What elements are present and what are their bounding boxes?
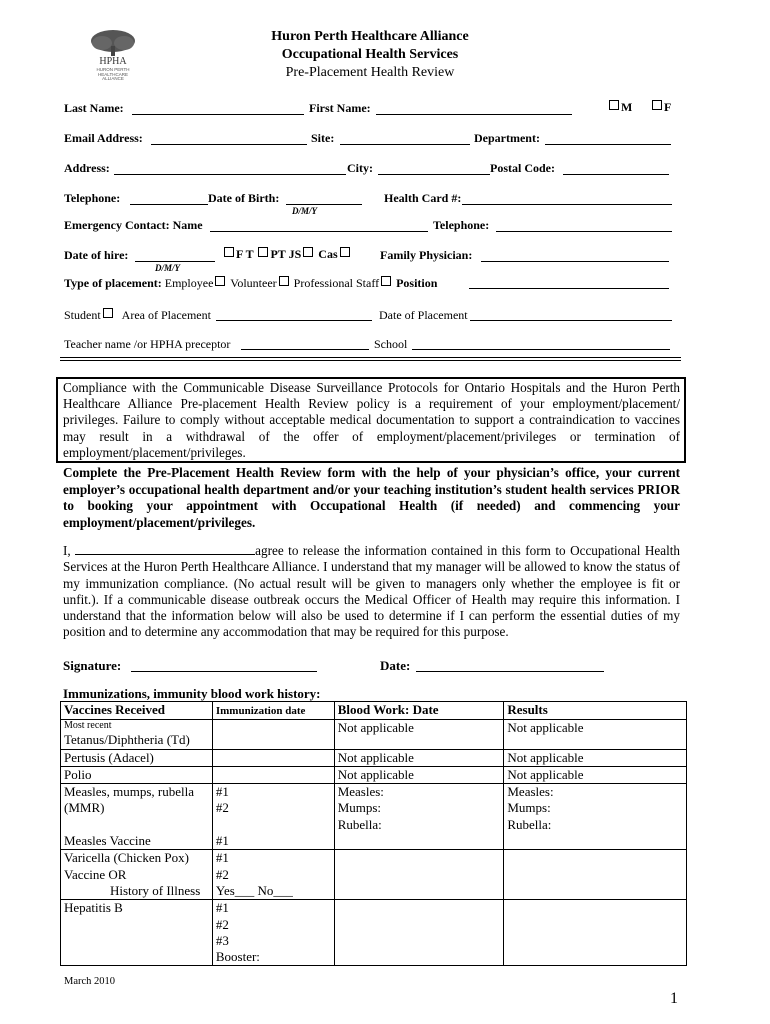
immunizations-table (60, 701, 687, 966)
consent-i: I, (63, 543, 71, 558)
polio-results-na: Not applicable (507, 766, 584, 782)
site-label: Site: (311, 131, 335, 145)
svg-text:HEALTHCARE: HEALTHCARE (98, 72, 128, 77)
pertusis-results-na: Not applicable (507, 749, 584, 765)
employee-label: Employee (164, 276, 214, 290)
family-physician-label: Family Physician: (380, 248, 473, 262)
postal-code-field[interactable] (563, 174, 669, 175)
female-label: F (664, 100, 672, 114)
mmr-dose-1: #1 (215, 784, 229, 800)
hepb-dose-2: #2 (215, 916, 229, 932)
results-mumps-label: Mumps: (507, 800, 551, 816)
type-of-placement-row (64, 276, 437, 291)
varicella-label-2: Vaccine OR (64, 866, 127, 882)
svg-text:HURON PERTH: HURON PERTH (96, 67, 130, 72)
email-field[interactable] (151, 144, 307, 145)
table-row (61, 766, 687, 783)
js-checkbox[interactable] (303, 247, 313, 257)
emergency-contact-field[interactable] (210, 231, 428, 232)
blood-rubella-label: Rubella: (337, 816, 382, 832)
signature-field[interactable] (131, 671, 317, 672)
results-header (504, 702, 687, 720)
blood-mumps-label: Mumps: (337, 800, 382, 816)
results-measles-label: Measles: (507, 784, 554, 800)
polio-results-cell (504, 766, 687, 783)
address-label: Address: (64, 161, 110, 175)
page-number: 1 (670, 990, 678, 1007)
immunizations-heading: Immunizations, immunity blood work history: (63, 686, 321, 701)
pt-label: PT (270, 247, 286, 261)
hepb-blood-cell[interactable] (334, 900, 504, 966)
signature-label: Signature: (63, 658, 122, 673)
col-imm-date-label: Immunization date (215, 705, 306, 717)
td-vaccine-cell (61, 720, 213, 749)
immunization-date-header (212, 702, 334, 720)
professional-staff-label: Professional Staff (293, 276, 380, 290)
hepb-dose-1: #1 (215, 900, 229, 916)
table-row (61, 749, 687, 766)
mmr-label-2: (MMR) (64, 800, 105, 816)
volunteer-label: Volunteer (230, 276, 277, 290)
female-checkbox[interactable] (652, 100, 662, 110)
student-label: Student (64, 308, 101, 322)
pertusis-cell (61, 749, 213, 766)
footer-date: March 2010 (64, 976, 116, 987)
area-of-placement-field[interactable] (216, 320, 372, 321)
mmr-date-cell[interactable] (212, 784, 334, 850)
mmr-results-cell[interactable] (504, 784, 687, 850)
table-row (61, 720, 687, 749)
mmr-cell (61, 784, 213, 850)
male-label: M (621, 100, 633, 114)
dob-field[interactable] (286, 204, 362, 205)
ft-checkbox[interactable] (224, 247, 234, 257)
blood-measles-label: Measles: (337, 784, 384, 800)
volunteer-checkbox[interactable] (279, 276, 289, 286)
mmr-label-1: Measles, mumps, rubella (64, 784, 194, 800)
consent-text (63, 543, 680, 641)
consent-body: agree to release the information contained in this form to Occupational Health Services at the Huron Perth Healthcare Alliance. I understand that my manager will be allowed to know the status of my immunization compliance. (No actual result will be given to managers only whether the employee is fit or unfit.). If a communicable disease outbreak occurs the Medical Officer of Health may require this information. I understand that the information below will also be used to determine if I can perform the essential duties of my position and to determine any accommodation that may be required for this purpose. (63, 543, 680, 640)
polio-date-cell[interactable] (212, 766, 334, 783)
varicella-date-cell[interactable] (212, 850, 334, 900)
first-name-field[interactable] (376, 114, 572, 115)
address-field[interactable] (114, 174, 346, 175)
dob-format: D/M/Y (292, 206, 318, 216)
varicella-dose-2: #2 (215, 866, 229, 882)
position-field[interactable] (469, 288, 669, 289)
student-row (64, 308, 211, 323)
measles-dose-1: #1 (215, 833, 229, 849)
date-of-placement-label: Date of Placement (379, 308, 468, 322)
professional-staff-checkbox[interactable] (381, 276, 391, 286)
employment-status-options (222, 247, 352, 262)
measles-vaccine-label: Measles Vaccine (64, 833, 151, 849)
family-physician-field[interactable] (481, 261, 669, 262)
postal-code-label: Postal Code: (490, 161, 555, 175)
td-label: Tetanus/Diphtheria (Td) (64, 732, 190, 748)
varicella-label-1: Varicella (Chicken Pox) (64, 850, 189, 866)
position-label: Position (396, 276, 438, 290)
mmr-dose-2: #2 (215, 800, 229, 816)
most-recent-label: Most recent (64, 720, 112, 732)
last-name-field[interactable] (132, 114, 304, 115)
ft-label: F T (236, 247, 254, 261)
school-field[interactable] (412, 349, 670, 350)
varicella-cell (61, 850, 213, 900)
polio-label: Polio (64, 766, 92, 782)
polio-blood-cell (334, 766, 504, 783)
type-of-placement-label: Type of placement: (64, 276, 162, 290)
teacher-name-label: Teacher name /or HPHA preceptor (64, 337, 231, 351)
date-of-hire-field[interactable] (135, 261, 215, 262)
td-blood-na: Not applicable (337, 720, 414, 736)
col-results-label: Results (507, 702, 548, 717)
hepb-booster: Booster: (215, 949, 260, 965)
consent-name-field[interactable] (75, 544, 255, 555)
site-field[interactable] (340, 144, 470, 145)
col-vaccines-label: Vaccines Received (64, 702, 165, 717)
date-of-placement-field[interactable] (470, 320, 672, 321)
polio-blood-na: Not applicable (337, 766, 414, 782)
hepb-label: Hepatitis B (64, 900, 123, 916)
cas-checkbox[interactable] (340, 247, 350, 257)
hepb-date-cell[interactable] (212, 900, 334, 966)
results-rubella-label: Rubella: (507, 816, 552, 832)
pertusis-results-cell (504, 749, 687, 766)
gender-male[interactable] (607, 100, 632, 115)
student-checkbox[interactable] (103, 308, 113, 318)
service-name: Occupational Health Services (281, 47, 459, 62)
teacher-name-field[interactable] (241, 349, 369, 350)
hepb-cell (61, 900, 213, 966)
varicella-yes-no[interactable]: Yes___ No___ (215, 882, 293, 898)
pertusis-date-cell[interactable] (212, 749, 334, 766)
varicella-blood-cell[interactable] (334, 850, 504, 900)
date-of-hire-label: Date of hire: (64, 248, 129, 262)
table-row (61, 900, 687, 966)
td-results-na: Not applicable (507, 720, 584, 736)
email-label: Email Address: (64, 131, 143, 145)
first-name-label: First Name: (309, 101, 371, 115)
polio-cell (61, 766, 213, 783)
hepb-dose-3: #3 (215, 932, 229, 948)
city-field[interactable] (378, 174, 490, 175)
table-row (61, 850, 687, 900)
pertusis-label: Pertusis (Adacel) (64, 749, 154, 765)
dob-label: Date of Birth: (208, 191, 280, 205)
area-of-placement-label: Area of Placement (121, 308, 211, 322)
instructions-text: Complete the Pre-Placement Health Review form with the help of your physician’s office, your current employer’s occupational health department and/or your teaching institution’s student health services PRIOR to booking your appointment with Occupational Health (if needed) and commencing your employment/placement/privileges. (63, 465, 680, 530)
hepb-results-cell[interactable] (504, 900, 687, 966)
svg-text:HPHA: HPHA (99, 56, 127, 67)
varicella-results-cell[interactable] (504, 850, 687, 900)
department-field[interactable] (545, 144, 671, 145)
school-label: School (374, 337, 408, 351)
js-label: JS (288, 247, 302, 261)
emergency-telephone-label: Telephone: (433, 218, 490, 232)
table-row (61, 702, 687, 720)
employee-checkbox[interactable] (215, 276, 225, 286)
form-title: Pre-Placement Health Review (285, 65, 455, 80)
blood-work-header (334, 702, 504, 720)
emergency-telephone-field[interactable] (496, 231, 672, 232)
td-blood-cell (334, 720, 504, 749)
telephone-field[interactable] (130, 204, 208, 205)
hire-date-format: D/M/Y (155, 263, 181, 273)
org-name: Huron Perth Healthcare Alliance (271, 29, 469, 44)
consent-date-field[interactable] (416, 671, 604, 672)
health-card-label: Health Card #: (384, 191, 462, 205)
col-blood-label: Blood Work: Date (337, 702, 439, 717)
varicella-dose-1: #1 (215, 850, 229, 866)
last-name-label: Last Name: (64, 101, 124, 115)
male-checkbox[interactable] (609, 100, 619, 110)
pertusis-blood-na: Not applicable (337, 749, 414, 765)
health-card-field[interactable] (462, 204, 672, 205)
mmr-blood-cell[interactable] (334, 784, 504, 850)
city-label: City: (347, 161, 373, 175)
gender-female[interactable] (650, 100, 671, 115)
compliance-text: Compliance with the Communicable Disease Surveillance Protocols for Ontario Hospitals and the Huron Perth Healthcare Alliance Pre-placement Health Review policy is a requirement of your employment/placement/ privileges. Failure to comply without acceptable medical documentation to support a contraindication to vaccines may result in a withdrawal of the offer of employment/placement/privileges or termination of employment/placement/privileges. (63, 380, 680, 460)
pt-checkbox[interactable] (258, 247, 268, 257)
vaccines-header (61, 702, 213, 720)
td-date-cell[interactable] (212, 720, 334, 749)
consent-date-label: Date: (380, 658, 411, 673)
cas-label: Cas (318, 247, 338, 261)
telephone-label: Telephone: (64, 191, 121, 205)
svg-text:ALLIANCE: ALLIANCE (102, 76, 124, 80)
department-label: Department: (474, 131, 540, 145)
varicella-label-3: History of Illness (110, 882, 201, 898)
td-results-cell (504, 720, 687, 749)
section-divider (60, 357, 681, 361)
pertusis-blood-cell (334, 749, 504, 766)
table-row (61, 784, 687, 850)
emergency-contact-label: Emergency Contact: Name (64, 218, 203, 232)
